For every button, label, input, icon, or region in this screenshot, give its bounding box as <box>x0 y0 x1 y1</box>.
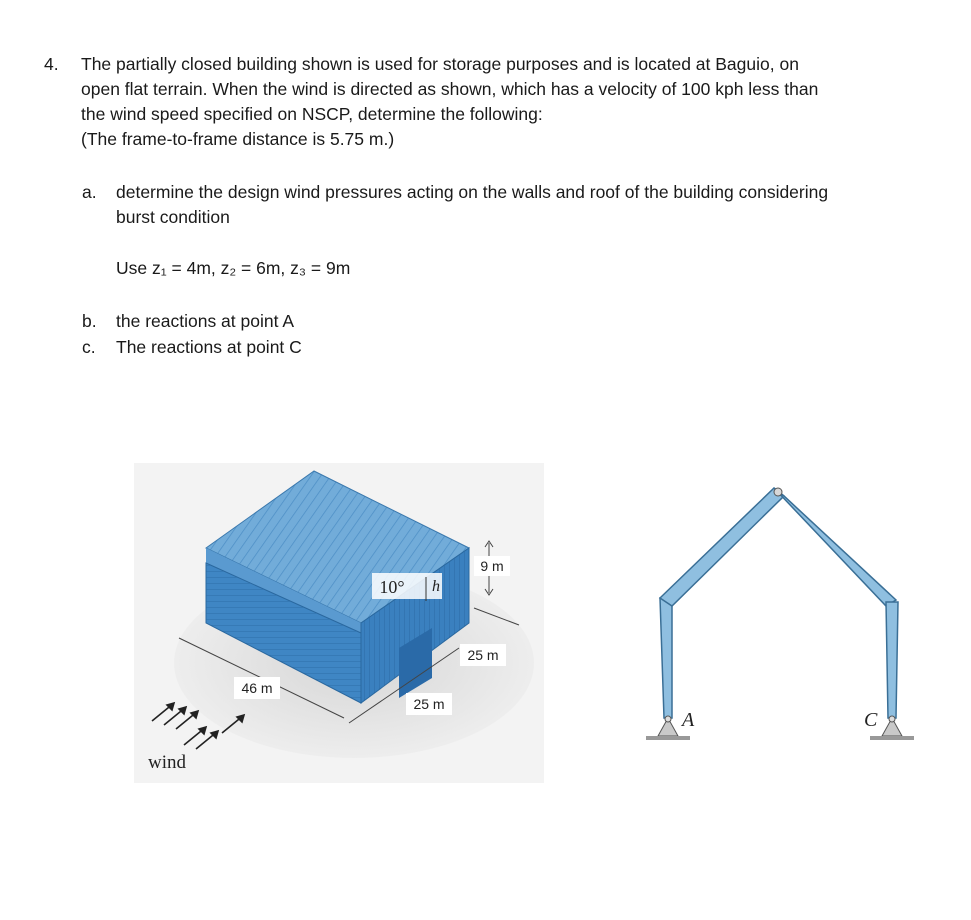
part-letter: b. <box>82 311 97 331</box>
label-roof-angle: 10° <box>379 577 405 597</box>
part-letter: a. <box>82 182 97 202</box>
problem-number: 4. <box>44 54 59 74</box>
stem-line: open flat terrain. When the wind is directed as shown, which has a velocity of 100 kph less than <box>81 79 819 99</box>
part-text <box>116 309 926 334</box>
label-9m: 9 m <box>480 558 504 574</box>
part-text <box>116 180 926 230</box>
part-line: the reactions at point A <box>116 311 295 331</box>
stem-line: The partially closed building shown is used for storage purposes and is located at Baguio, on <box>81 54 799 74</box>
frame-members <box>660 488 898 718</box>
label-wind: wind <box>148 752 186 773</box>
part-letter: c. <box>82 337 96 357</box>
stem-line: (The frame-to-frame distance is 5.75 m.) <box>81 129 395 149</box>
part-line: burst condition <box>116 207 230 227</box>
problem-stem <box>81 52 931 152</box>
building-figure <box>134 463 544 783</box>
label-a: A <box>682 709 695 731</box>
left-rafter <box>660 488 784 606</box>
label-25m-right: 25 m <box>467 647 499 663</box>
label-46m: 46 m <box>241 680 273 696</box>
part-line: The reactions at point C <box>116 337 302 357</box>
use-heights-line: Use z₁ = 4m, z₂ = 6m, z₃ = 9m <box>116 258 351 278</box>
label-25m-bottom: 25 m <box>413 696 445 712</box>
right-column <box>886 602 898 718</box>
left-column <box>660 598 672 718</box>
crown-pin <box>774 488 782 496</box>
part-text <box>116 335 926 360</box>
label-c: C <box>864 709 878 731</box>
right-rafter <box>774 488 896 606</box>
frame-figure <box>638 478 928 748</box>
label-h: h <box>432 578 440 595</box>
part-line: determine the design wind pressures acting on the walls and roof of the building considering <box>116 182 829 202</box>
stem-line: the wind speed specified on NSCP, determine the following: <box>81 104 543 124</box>
